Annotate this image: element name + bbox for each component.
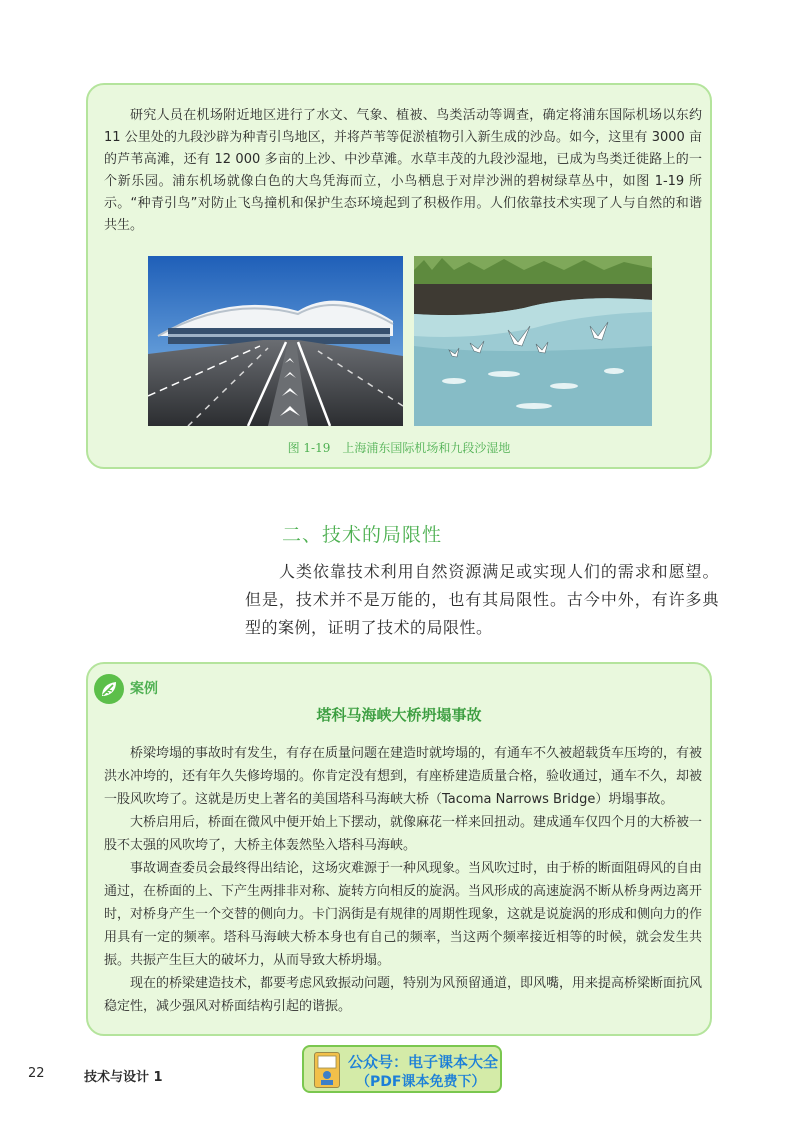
case-label: 案例	[130, 681, 158, 697]
book-reader-icon	[314, 1052, 340, 1088]
case-leaf-icon	[94, 674, 124, 704]
stamp-line2: （PDF课本免费下）	[356, 1074, 486, 1090]
page-number: 22	[28, 1066, 45, 1081]
promo-stamp	[302, 1045, 502, 1093]
section-heading: 二、技术的局限性	[282, 524, 443, 546]
case-paragraph: 事故调查委员会最终得出结论，这场灾难源于一种风现象。当风吹过时，由于桥的断面阻碍风的自由通过，在桥面的上、下产生两排非对称、旋转方向相反的旋涡。当风形成的高速旋涡不断从桥身两边离开时，对桥身产生一个交替的侧向力。卡门涡街是有规律的周期性现象，这就是说旋涡的形成和侧向力的作用具有一定的频率。塔科马海峡大桥本身也有自己的频率，当这两个频率接近相等的时候，就会发生共振。共振产生巨大的破坏力，从而导致大桥坍塌。	[104, 861, 703, 968]
book-title: 技术与设计 1	[84, 1070, 163, 1085]
stamp-line1: 公众号：电子课本大全	[348, 1053, 499, 1071]
figure-caption: 图 1-19 上海浦东国际机场和九段沙湿地	[287, 441, 511, 455]
case-paragraph: 大桥启用后，桥面在微风中便开始上下摆动，就像麻花一样来回扭动。建成通车仅四个月的大桥被一股不太强的风吹垮了，大桥主体轰然坠入塔科马海峡。	[104, 815, 703, 853]
case-panel	[86, 662, 712, 1036]
case-title: 塔科马海峡大桥坍塌事故	[316, 706, 482, 724]
case-body	[104, 742, 702, 1018]
intro-panel	[86, 83, 712, 469]
airport-photo	[148, 256, 403, 426]
section-paragraph: 人类依靠技术利用自然资源满足或实现人们的需求和愿望。但是，技术并不是万能的，也有其局限性。古今中外，有许多典型的案例，证明了技术的局限性。	[245, 562, 719, 637]
intro-paragraph: 研究人员在机场附近地区进行了水文、气象、植被、鸟类活动等调查，确定将浦东国际机场以东约 11 公里处的九段沙辟为种青引鸟地区，并将芦苇等促淤植物引入新生成的沙岛。如今，这里有 3000 亩的芦苇高滩，还有 12 000 多亩的上沙、中沙草滩。水草丰茂的九段沙湿地，已成为鸟类迁徙路上的一个新乐园。浦东机场就像白色的大鸟凭海而立，小鸟栖息于对岸沙洲的碧树绿草丛中，如图 1-19 所示。“种青引鸟”对防止飞鸟撞机和保护生态环境起到了积极作用。人们依靠技术实现了人与自然的和谐共生。	[104, 108, 702, 233]
case-paragraph: 桥梁垮塌的事故时有发生，有存在质量问题在建造时就垮塌的，有通车不久被超载货车压垮的，有被洪水冲垮的，还有年久失修垮塌的。你肯定没有想到，有座桥建造质量合格，验收通过，通车不久，却被一股风吹垮了。这就是历史上著名的美国塔科马海峡大桥（Tacoma Narrows Bridge）坍塌事故。	[104, 746, 703, 807]
wetland-photo	[414, 256, 652, 426]
case-paragraph: 现在的桥梁建造技术，都要考虑风致振动问题，特别为风预留通道，即风嘴，用来提高桥梁断面抗风稳定性，减少强风对桥面结构引起的谐振。	[104, 976, 703, 1014]
